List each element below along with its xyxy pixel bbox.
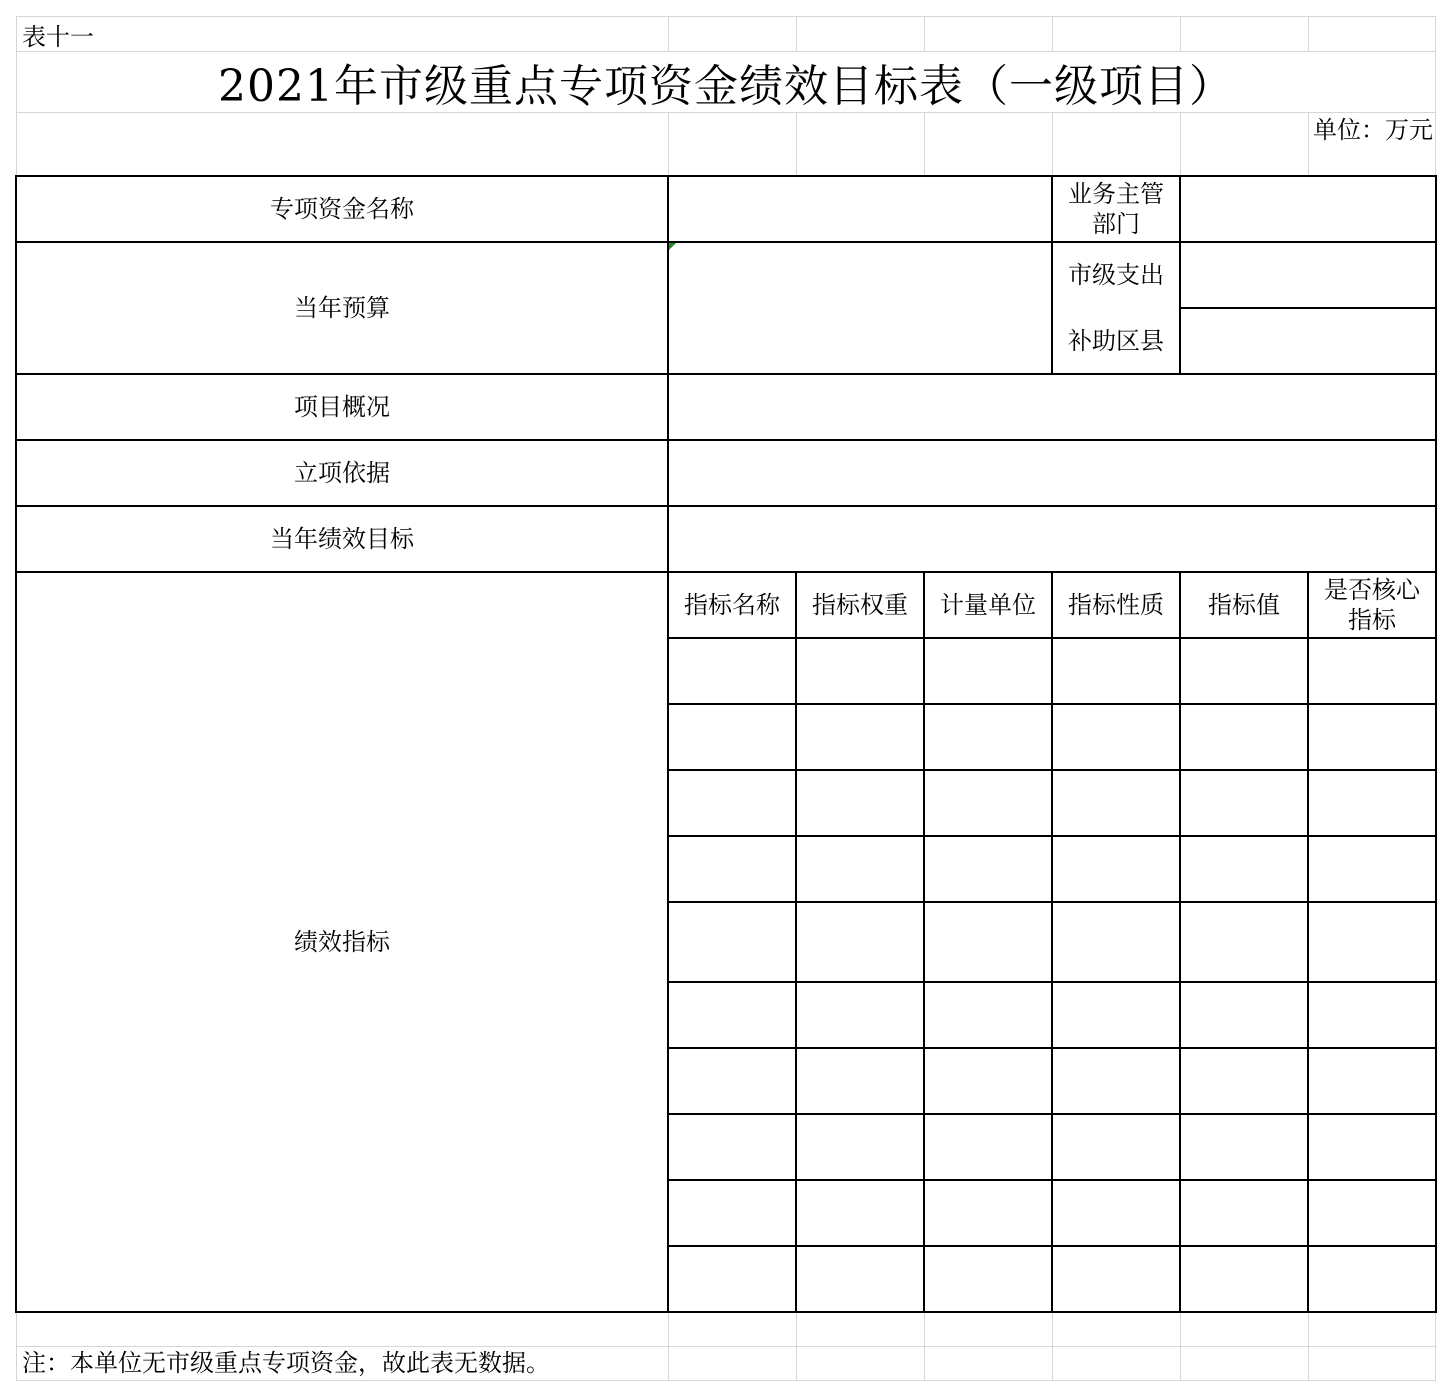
header-is-core: 是否核心指标: [1324, 576, 1420, 634]
gridline: [16, 1346, 1436, 1347]
city-expense-value[interactable]: [1181, 243, 1435, 307]
gridline: [1308, 16, 1309, 52]
dept-value[interactable]: [1181, 177, 1435, 241]
gridline: [16, 1380, 1436, 1381]
budget-label: 当年预算: [294, 294, 390, 322]
gridline: [668, 1312, 669, 1380]
basis-label: 立项依据: [294, 459, 390, 487]
goal-value[interactable]: [669, 507, 1435, 571]
goal-label: 当年绩效目标: [270, 525, 414, 553]
page-title: 2021年市级重点专项资金绩效目标表（一级项目）: [218, 61, 1234, 112]
table-border: [1179, 571, 1181, 1313]
gridline: [1052, 1312, 1053, 1380]
unit-label: 单位：万元: [1313, 116, 1433, 144]
header-indicator-value: 指标值: [1208, 591, 1280, 619]
indicators-label: 绩效指标: [294, 928, 390, 956]
overview-label: 项目概况: [294, 393, 390, 421]
table-border: [1307, 571, 1309, 1313]
header-indicator-name: 指标名称: [684, 591, 780, 619]
gridline: [16, 16, 1436, 17]
table-border: [1435, 175, 1437, 1313]
gridline: [16, 1312, 17, 1380]
header-indicator-weight: 指标权重: [812, 591, 908, 619]
gridline: [1308, 1312, 1309, 1380]
gridline: [1052, 112, 1053, 176]
cell-comment-marker-icon: [669, 243, 676, 250]
table-border: [923, 571, 925, 1313]
gridline: [668, 16, 669, 52]
fund-name-label: 专项资金名称: [270, 195, 414, 223]
gridline: [1180, 1312, 1181, 1380]
header-measure-unit: 计量单位: [940, 591, 1036, 619]
city-expense-label: 市级支出: [1068, 261, 1164, 289]
gridline: [1180, 16, 1181, 52]
gridline: [1308, 112, 1309, 176]
basis-value[interactable]: [669, 441, 1435, 505]
gridline: [1052, 16, 1053, 52]
subsidy-value[interactable]: [1181, 309, 1435, 373]
table-number: 表十一: [22, 23, 94, 51]
gridline: [924, 112, 925, 176]
gridline: [1180, 112, 1181, 176]
budget-value[interactable]: [669, 243, 1051, 373]
table-border: [16, 1311, 1437, 1313]
header-indicator-nature: 指标性质: [1068, 591, 1164, 619]
gridline: [796, 1312, 797, 1380]
gridline: [796, 16, 797, 52]
dept-label: 业务主管部门: [1068, 180, 1164, 238]
table-border: [1051, 571, 1053, 1313]
gridline: [1435, 1312, 1436, 1380]
overview-value[interactable]: [669, 375, 1435, 439]
gridline: [924, 1312, 925, 1380]
footnote: 注：本单位无市级重点专项资金，故此表无数据。: [22, 1349, 550, 1377]
fund-name-value[interactable]: [669, 177, 1051, 241]
gridline: [668, 112, 669, 176]
subsidy-label: 补助区县: [1068, 327, 1164, 355]
gridline: [796, 112, 797, 176]
table-border: [795, 571, 797, 1313]
gridline: [924, 16, 925, 52]
